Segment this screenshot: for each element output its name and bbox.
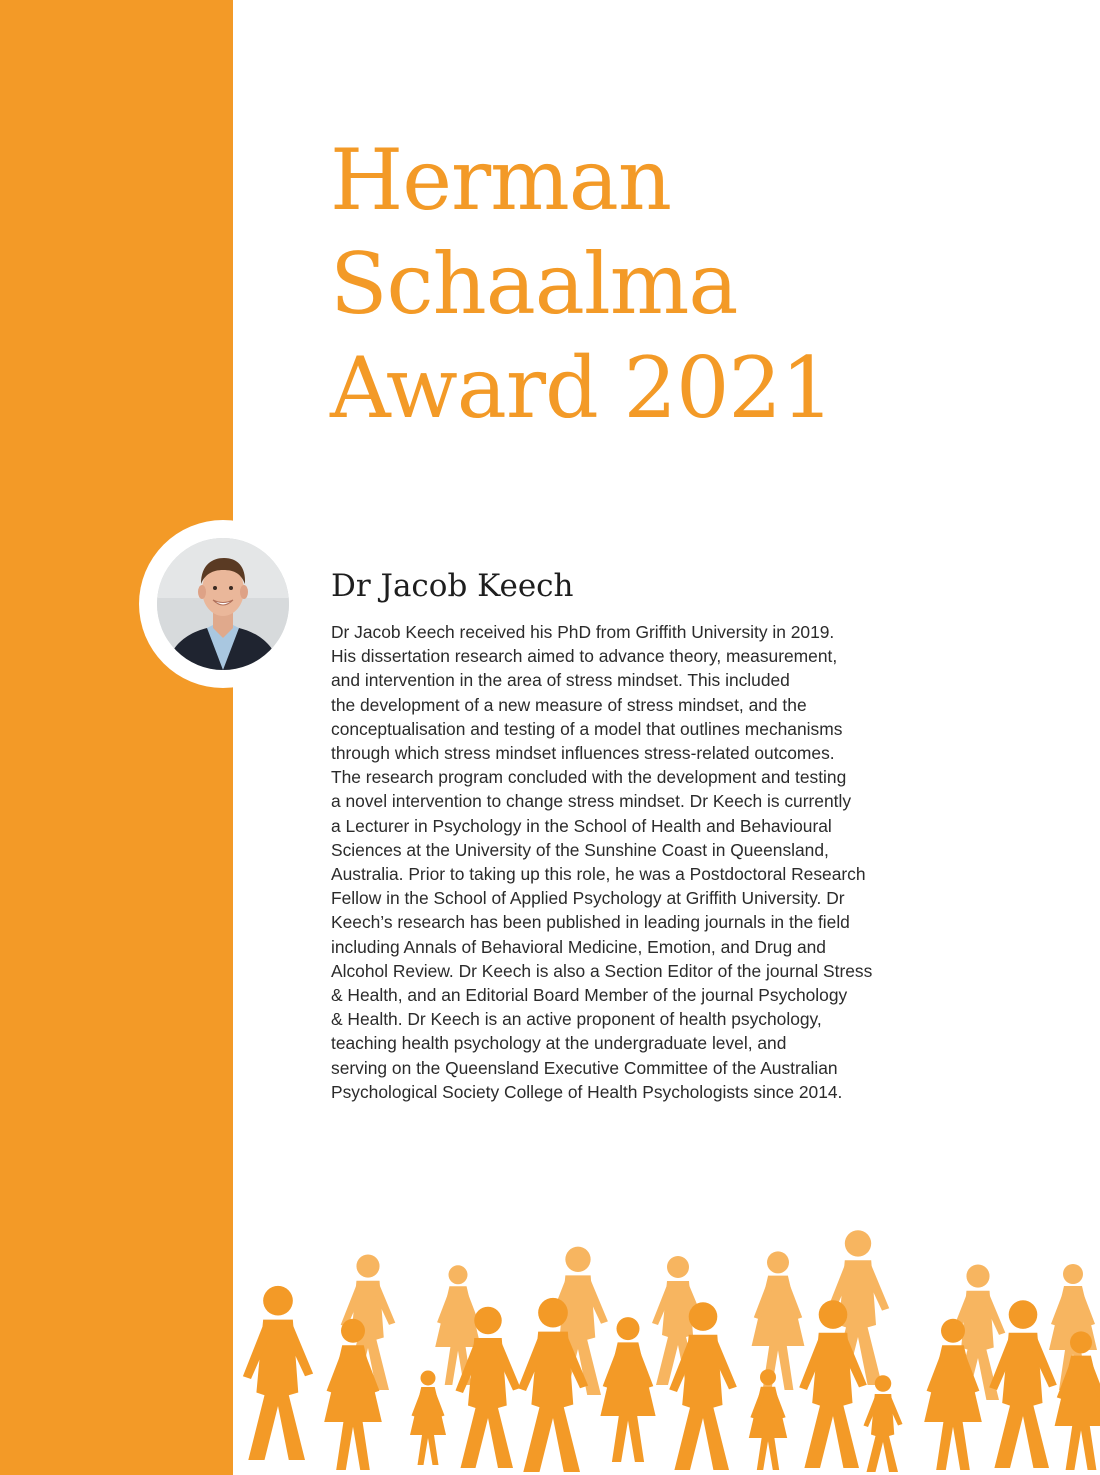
portrait-illustration <box>157 538 289 670</box>
bio-line: & Health. Dr Keech is an active proponent of health psychology, <box>331 1009 822 1030</box>
bio-line: serving on the Queensland Executive Committee of the Australian <box>331 1057 838 1078</box>
portrait-frame <box>139 520 307 688</box>
bio-line: the development of a new measure of stress mindset, and the <box>331 694 807 715</box>
bio-line: conceptualisation and testing of a model that outlines mechanisms <box>331 718 843 739</box>
biography <box>331 620 931 1104</box>
crowd-silhouettes <box>233 1200 1100 1475</box>
title-line: Schaalma <box>330 235 738 333</box>
title-line: Herman <box>330 131 671 229</box>
recipient-name: Dr Jacob Keech <box>331 568 574 604</box>
portrait-photo <box>157 538 289 670</box>
page-title <box>330 128 833 440</box>
bio-line: a novel intervention to change stress mindset. Dr Keech is currently <box>331 791 852 812</box>
bio-line: Alcohol Review. Dr Keech is also a Section Editor of the journal Stress <box>331 960 873 981</box>
bio-line: Australia. Prior to taking up this role, he was a Postdoctoral Research <box>331 864 866 885</box>
bio-line: Dr Jacob Keech received his PhD from Griffith University in 2019. <box>331 622 835 642</box>
bio-line: Psychological Society College of Health Psychologists since 2014. <box>331 1081 843 1102</box>
bio-line: The research program concluded with the development and testing <box>331 767 847 788</box>
bio-line: Sciences at the University of the Sunshine Coast in Queensland, <box>331 839 829 860</box>
bio-line: teaching health psychology at the undergraduate level, and <box>331 1033 787 1054</box>
bio-line: Fellow in the School of Applied Psychology at Griffith University. Dr <box>331 888 845 909</box>
bio-line: a Lecturer in Psychology in the School of Health and Behavioural <box>331 815 832 836</box>
bio-line: including Annals of Behavioral Medicine, Emotion, and Drug and <box>331 936 826 957</box>
bio-line: through which stress mindset influences stress-related outcomes. <box>331 743 835 764</box>
left-accent-band <box>0 0 233 1475</box>
bio-line: & Health, and an Editorial Board Member of the journal Psychology <box>331 985 848 1006</box>
bio-line: His dissertation research aimed to advance theory, measurement, <box>331 646 838 667</box>
bio-line: Keech’s research has been published in leading journals in the field <box>331 912 850 933</box>
title-line: Award 2021 <box>330 339 834 437</box>
bio-line: and intervention in the area of stress mindset. This included <box>331 670 790 691</box>
